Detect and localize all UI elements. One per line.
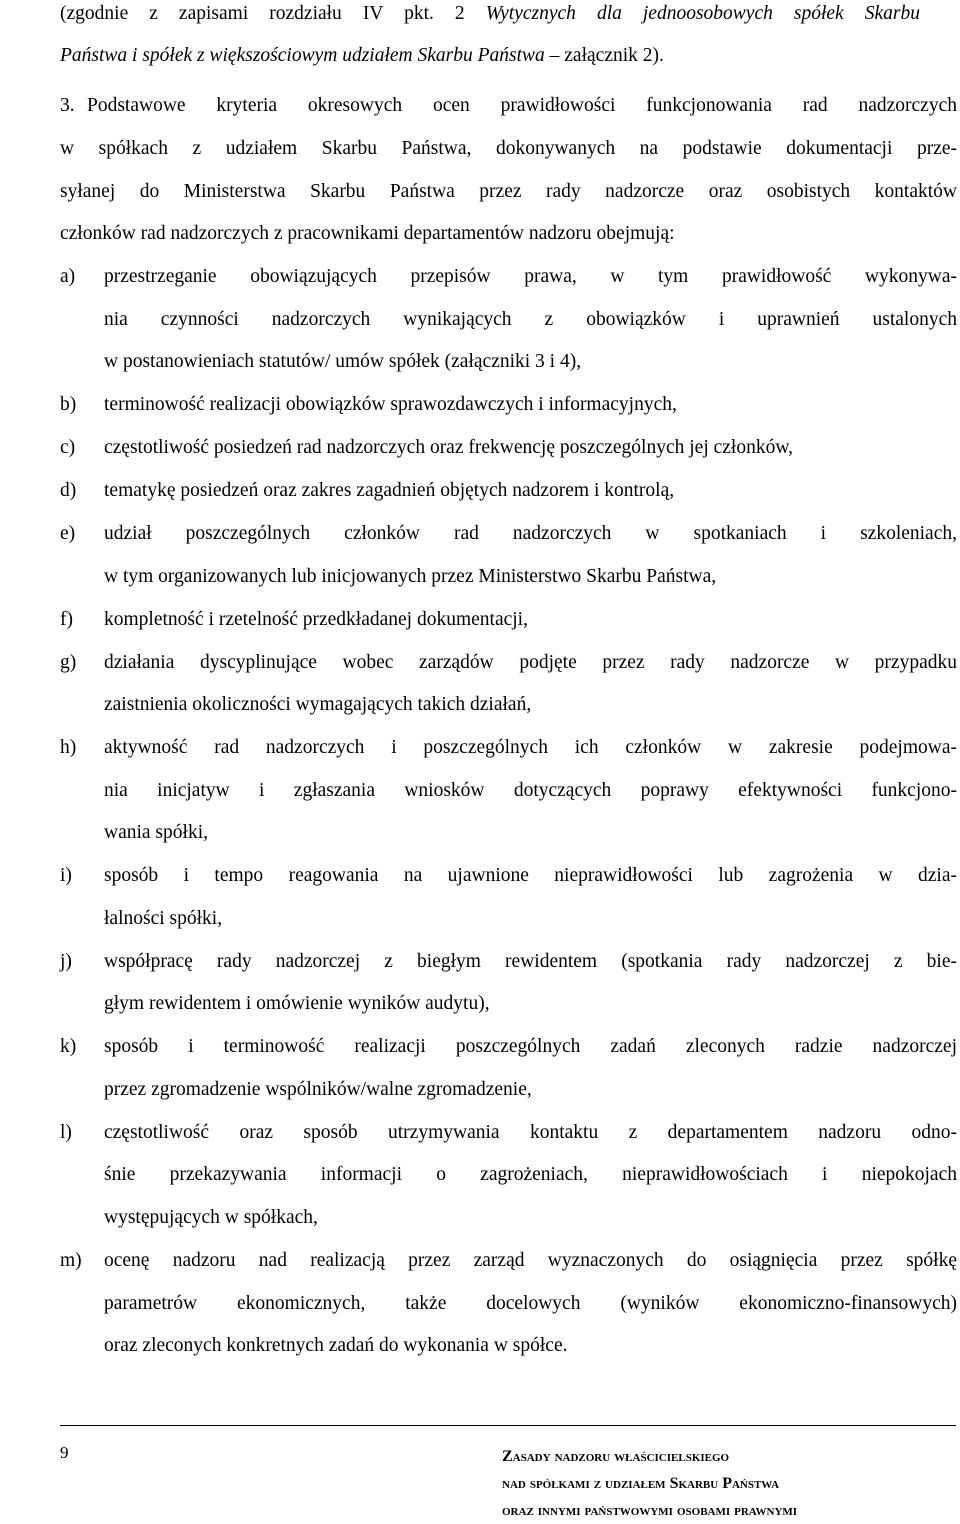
page-number: 9 <box>60 1443 69 1462</box>
list-item-text: nia czynności nadzorczych wynikających z obowiązków i uprawnień ustalonych <box>104 309 957 330</box>
list-item-label: e) <box>60 523 76 544</box>
list-item-label: j) <box>60 951 72 972</box>
list-item-text: parametrów ekonomicznych, także docelowych (wyników ekonomiczno-finansowych) <box>104 1293 957 1314</box>
list-item-text: współpracę rady nadzorczej z biegłym rewidentem (spotkania rady nadzorczej z bie- <box>104 951 957 972</box>
point-number: 3. <box>60 95 75 116</box>
list-item-label: f) <box>60 609 73 630</box>
list-item-label: d) <box>60 480 77 501</box>
list-item-text: aktywność rad nadzorczych i poszczególnych ich członków w zakresie podejmowa- <box>104 737 957 758</box>
list-item-text: przez zgromadzenie wspólników/walne zgromadzenie, <box>104 1079 532 1100</box>
list-item-label: h) <box>60 737 77 758</box>
list-item-text: głym rewidentem i omówienie wyników audytu), <box>104 993 490 1014</box>
list-item-text: częstotliwość posiedzeń rad nadzorczych oraz frekwencję poszczególnych jej członków, <box>104 437 794 458</box>
list-item-text: wania spółki, <box>104 822 208 843</box>
intro-line-1 <box>60 2 920 26</box>
list-item-text: śnie przekazywania informacji o zagrożeniach, nieprawidłowościach i niepokojach <box>104 1164 957 1185</box>
list-item-text: w postanowieniach statutów/ umów spółek (załączniki 3 i 4), <box>104 351 582 372</box>
list-item-text: sposób i tempo reagowania na ujawnione nieprawidłowości lub zagrożenia w dzia- <box>104 865 957 886</box>
list-item-text: tematykę posiedzeń oraz zakres zagadnień objętych nadzorem i kontrolą, <box>104 480 675 501</box>
list-item-text: ocenę nadzoru nad realizacją przez zarząd wyznaczonych do osiągnięcia przez spółkę <box>104 1250 957 1271</box>
list-item-text: nia inicjatyw i zgłaszania wniosków dotyczących poprawy efektywności funkcjono- <box>104 780 957 801</box>
list-item-label: l) <box>60 1122 72 1143</box>
list-item-label: g) <box>60 652 77 673</box>
list-item-label: c) <box>60 437 76 458</box>
list-item-text: działania dyscyplinujące wobec zarządów podjęte przez rady nadzorcze w przypadku <box>104 652 957 673</box>
guidelines-title-italic: Wytycznych dla jednoosobowych spółek Skarbu <box>485 3 920 24</box>
list-item-label: m) <box>60 1250 82 1271</box>
list-item-text: przestrzeganie obowiązujących przepisów prawa, w tym prawidłowość wykonywa- <box>104 266 957 287</box>
list-item-text: terminowość realizacji obowiązków sprawozdawczych i informacyjnych, <box>104 394 677 415</box>
point-text-line: syłanej do Ministerstwa Skarbu Państwa przez rady nadzorcze oraz osobistych kontaktów <box>60 181 957 202</box>
footer-title-line: Zasady nadzoru właścicielskiego <box>502 1448 730 1465</box>
list-item-label: a) <box>60 266 76 287</box>
point-text-line: Podstawowe kryteria okresowych ocen prawidłowości funkcjonowania rad nadzorczych <box>87 95 957 116</box>
footer-title-line: oraz innymi państwowymi osobami prawnymi <box>502 1502 798 1519</box>
footer-title-line: nad spółkami z udziałem Skarbu Państwa <box>502 1475 780 1492</box>
attachment-reference: – załącznik 2). <box>544 45 664 66</box>
footer-divider <box>60 1425 956 1426</box>
list-item-text: występujących w spółkach, <box>104 1207 318 1228</box>
footer-document-title <box>502 1443 797 1524</box>
list-item-text: łalności spółki, <box>104 908 223 929</box>
list-item-text: częstotliwość oraz sposób utrzymywania kontaktu z departamentem nadzoru odno- <box>104 1122 957 1143</box>
intro-plain-text: (zgodnie z zapisami rozdziału IV pkt. 2 <box>60 3 486 24</box>
list-item-text: kompletność i rzetelność przedkładanej dokumentacji, <box>104 609 528 630</box>
list-item-text: udział poszczególnych członków rad nadzorczych w spotkaniach i szkoleniach, <box>104 523 957 544</box>
list-item-text: zaistnienia okoliczności wymagających takich działań, <box>104 694 532 715</box>
list-item-text: w tym organizowanych lub inicjowanych przez Ministerstwo Skarbu Państwa, <box>104 566 717 587</box>
guidelines-title-italic-cont: Państwa i spółek z większościowym udziałem Skarbu Państwa <box>60 45 545 66</box>
point-text-line: członków rad nadzorczych z pracownikami departamentów nadzoru obejmują: <box>60 223 675 244</box>
point-text-line: w spółkach z udziałem Skarbu Państwa, dokonywanych na podstawie dokumentacji prze- <box>60 138 957 159</box>
intro-line-2 <box>60 44 664 68</box>
list-item-text: sposób i terminowość realizacji poszczególnych zadań zleconych radzie nadzorczej <box>104 1036 957 1057</box>
list-item-label: i) <box>60 865 72 886</box>
list-item-label: b) <box>60 394 77 415</box>
list-item-label: k) <box>60 1036 77 1057</box>
list-item-text: oraz zleconych konkretnych zadań do wykonania w spółce. <box>104 1335 568 1356</box>
